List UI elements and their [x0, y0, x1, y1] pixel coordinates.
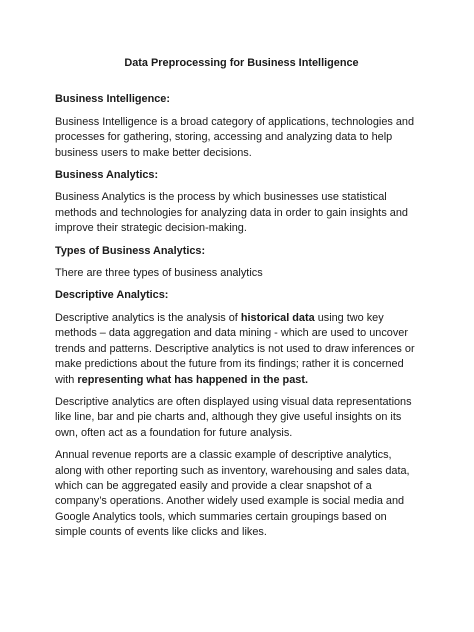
- heading-descriptive-analytics: Descriptive Analytics:: [55, 289, 169, 302]
- paragraph-descriptive-analytics-3: Annual revenue reports are a classic example of descriptive analytics, along with other reporting such as inventory, warehousing and sales data, which can be aggregated easily and provide a clear snapshot of a company’s operations. Another widely used example is social media and Google Analytics tools, which summaries certain groupings based on simple counts of events like clicks and likes.: [55, 449, 410, 539]
- desc-p1-emphasis-historical-data: historical data: [240, 311, 315, 324]
- paragraph-types-of-business-analytics: There are three types of business analytics: [55, 267, 263, 280]
- desc-p1-part-c: using two key methods – data aggregation and data mining - which are used to uncover trends and patterns. Descriptive analytics is not used to draw inferences or make predictions about the future from its findings; rather it is concerned with: [55, 311, 415, 386]
- desc-p1-part-a: Descriptive analytics is the analysis of: [55, 311, 241, 324]
- paragraph-descriptive-analytics-2: Descriptive analytics are often displayed using visual data representations like line, bar and pie charts and, although they give useful insights on its own, often act as a foundation for future analysis.: [55, 395, 412, 439]
- paragraph-descriptive-analytics-1: [55, 311, 420, 388]
- heading-business-analytics: Business Analytics:: [55, 169, 159, 182]
- document-title: Data Preprocessing for Business Intelligence: [124, 57, 359, 69]
- paragraph-business-intelligence: Business Intelligence is a broad category of applications, technologies and processes for gathering, storing, accessing and analyzing data to help business users to make better decisions.: [55, 115, 415, 159]
- heading-types-of-business-analytics: Types of Business Analytics:: [55, 244, 206, 257]
- desc-p1-emphasis-past: representing what has happened in the past.: [77, 373, 308, 386]
- document-content: [55, 56, 420, 548]
- heading-business-intelligence: Business Intelligence:: [55, 93, 170, 106]
- paragraph-business-analytics: Business Analytics is the process by which businesses use statistical methods and technologies for analyzing data in order to gain insights and improve their strategic decision-making.: [55, 191, 408, 235]
